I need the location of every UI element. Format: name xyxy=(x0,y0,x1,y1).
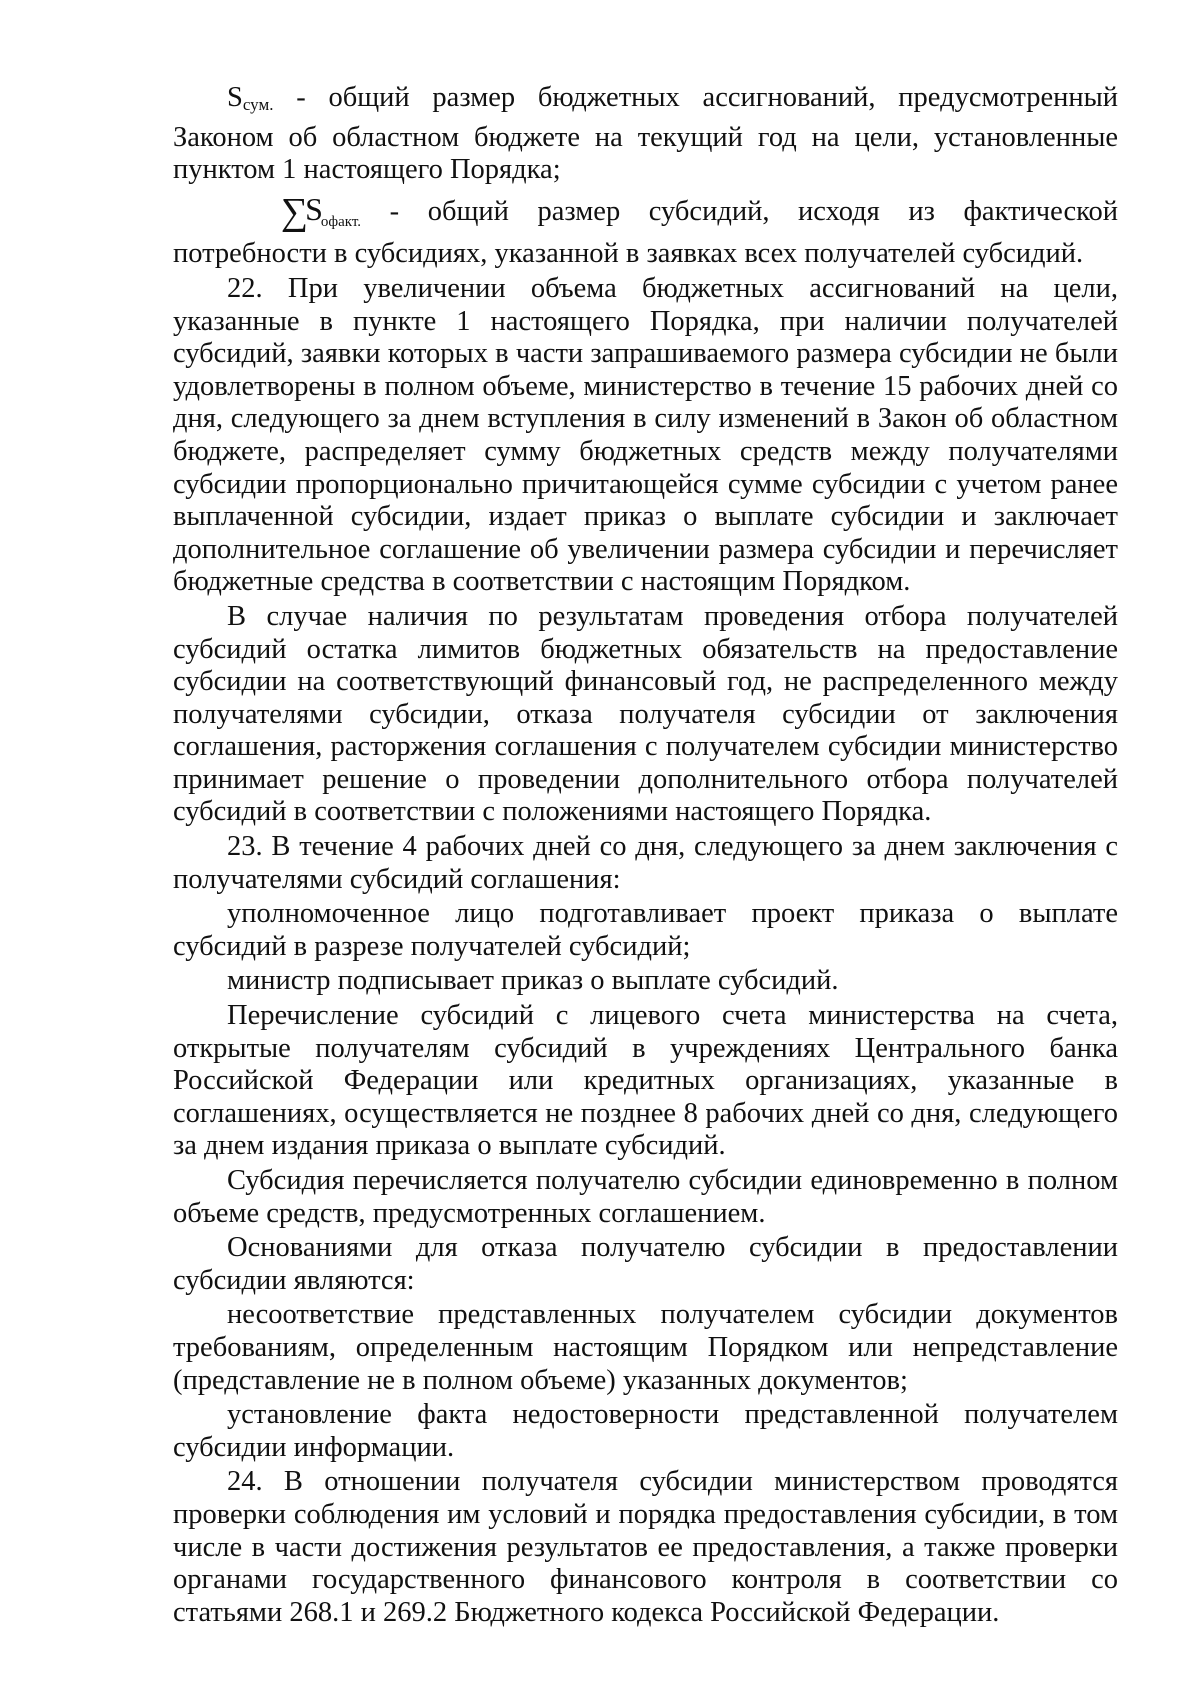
paragraph-23: 23. В течение 4 рабочих дней со дня, следующего за днем заключения с получателями субсидий соглашения: xyxy=(173,831,1118,895)
paragraph-23-lump-sum: Субсидия перечисляется получателю субсидии единовременно в полном объеме средств, предусмотренных соглашением. xyxy=(173,1165,1118,1229)
paragraph-text: - общий размер бюджетных ассигнований, предусмотренный Законом об областном бюджете на текущий год на цели, установленные пунктом 1 настоящего Порядка; xyxy=(173,82,1119,186)
paragraph-23-ground-false-info: установление факта недостоверности представленной получателем субсидии информации. xyxy=(173,1399,1118,1463)
paragraph-22-additional-selection: В случае наличия по результатам проведения отбора получателей субсидий остатка лимитов бюджетных обязательств на предоставление субсидии на соответствующий финансовый год, не распределенного между получателями субсидии, отказа получателя субсидии от заключения соглашения, расторжения соглашения с получателем субсидии министерство принимает решение о проведении дополнительного отбора получателей субсидий в соответствии с положениями настоящего Порядка. xyxy=(173,600,1118,828)
paragraph-22: 22. При увеличении объема бюджетных ассигнований на цели, указанные в пункте 1 настоящего Порядка, при наличии получателей субсидий, заявки которых в части запрашиваемого размера субсидии не были удовлетворены в полном объеме, министерство в течение 15 рабочих дней со дня, следующего за днем вступления в силу изменений в Закон об областном бюджете, распределяет сумму бюджетных средств между получателями субсидии пропорционально причитающейся сумме субсидии с учетом ранее выплаченной субсидии, издает приказ о выплате субсидии и заключает дополнительное соглашение об увеличении размера субсидии и перечисляет бюджетные средства в соответствии с настоящим Порядком. xyxy=(173,272,1118,598)
paragraph-sum-s-fakt xyxy=(173,190,1118,271)
formula-subscript: сум. xyxy=(242,95,274,114)
sum-formula xyxy=(227,190,362,239)
document-page xyxy=(173,82,1118,1631)
paragraph-23-item-draft-order: уполномоченное лицо подготавливает проект приказа о выплате субсидий в разрезе получателей субсидий; xyxy=(173,898,1118,962)
formula-symbol: S xyxy=(227,82,243,113)
formula-subscript: офакт. xyxy=(320,213,362,230)
paragraph-s-sum xyxy=(173,82,1118,187)
paragraph-23-refusal-grounds: Основаниями для отказа получателю субсидии в предоставлении субсидии являются: xyxy=(173,1232,1118,1296)
paragraph-23-item-minister-signs: министр подписывает приказ о выплате субсидий. xyxy=(227,965,839,997)
paragraph-text: - общий размер субсидий, исходя из фактической потребности в субсидиях, указанной в заявках всех получателей субсидий. xyxy=(173,195,1118,270)
paragraph-24: 24. В отношении получателя субсидии министерством проводятся проверки соблюдения им условий и порядка предоставления субсидии, в том числе в части достижения результатов ее предоставления, а также проверки органами государственного финансового контроля в соответствии со статьями 268.1 и 269.2 Бюджетного кодекса Российской Федерации. xyxy=(173,1466,1118,1628)
paragraph-23-transfer: Перечисление субсидий с лицевого счета министерства на счета, открытые получателям субсидий в учреждениях Центрального банка Российской Федерации или кредитных организациях, указанные в соглашениях, осуществляется не позднее 8 рабочих дней со дня, следующего за днем издания приказа о выплате субсидий. xyxy=(173,1000,1118,1162)
sigma-symbol: ∑ xyxy=(281,190,309,233)
formula-symbol: S xyxy=(305,190,323,227)
paragraph-23-ground-documents: несоответствие представленных получателем субсидии документов требованиям, определенным настоящим Порядком или непредставление (представление не в полном объеме) указанных документов; xyxy=(173,1299,1118,1396)
